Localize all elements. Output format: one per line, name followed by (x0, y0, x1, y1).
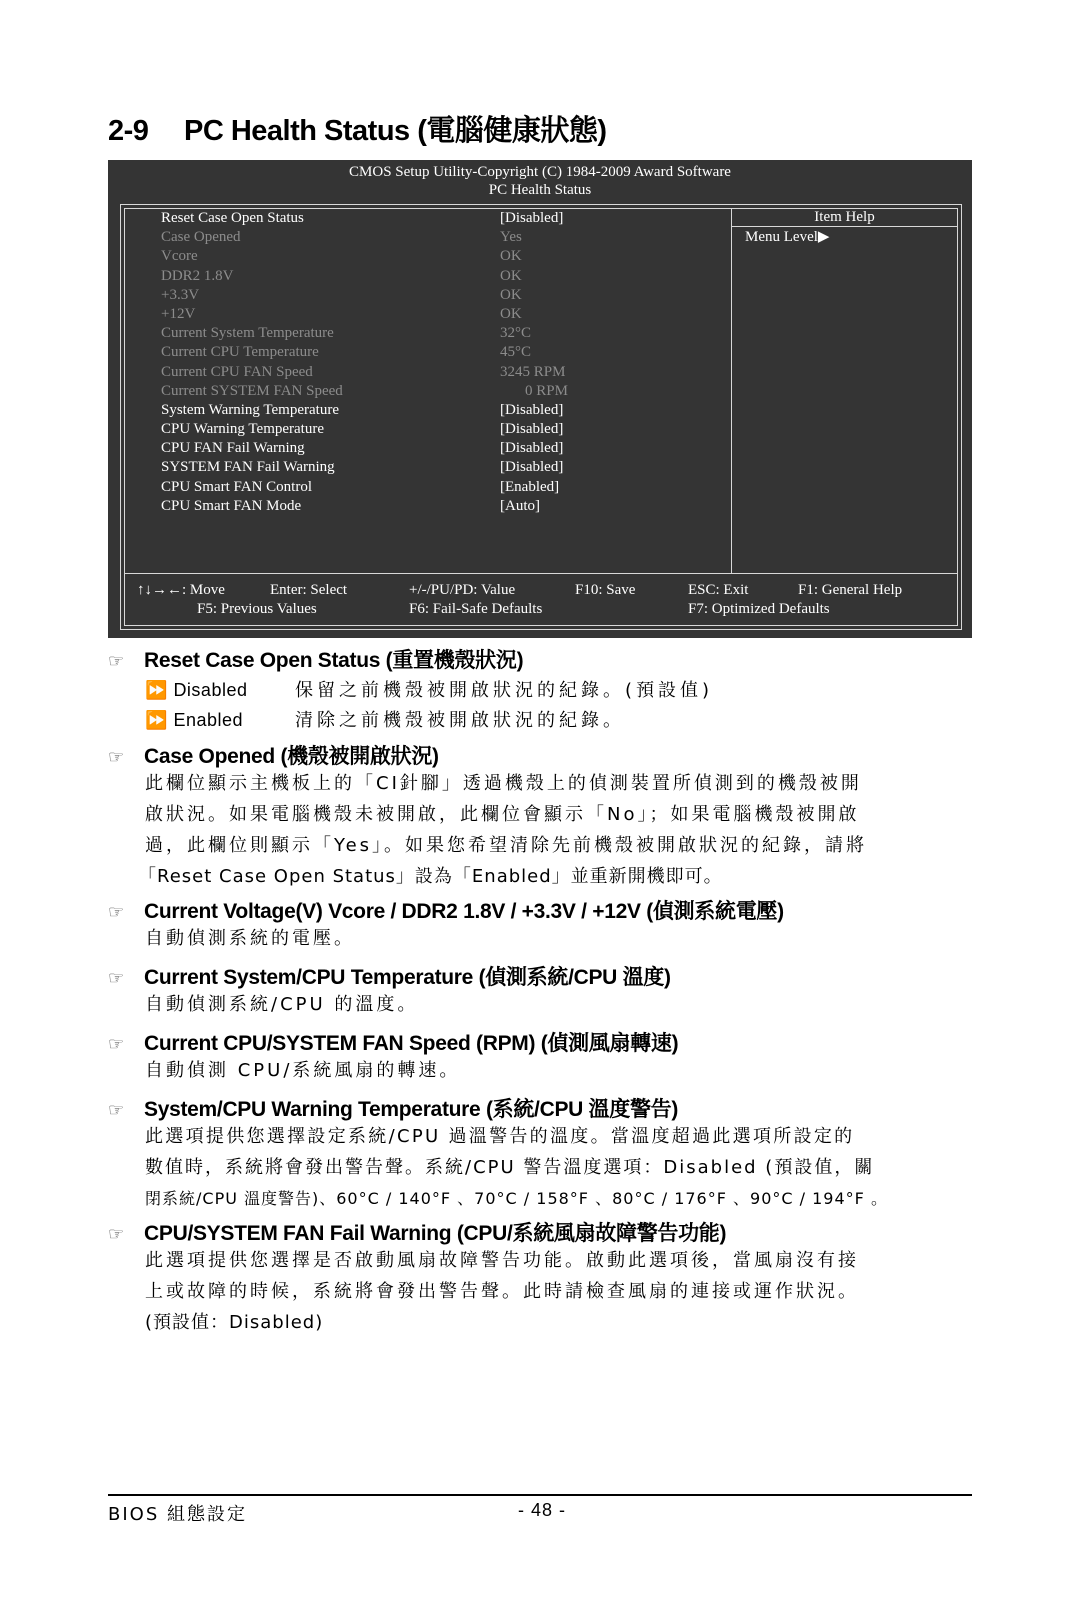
paragraph-line: 閉系統/CPU 溫度警告)、60°C / 140°F 、70°C / 158°F 、80°C / 176°F 、90°C / 194°F 。 (145, 1189, 888, 1208)
section-number: 2-9 (108, 115, 149, 147)
bios-item-label: CPU FAN Fail Warning (161, 440, 305, 457)
section-heading: Current Voltage(V) Vcore / DDR2 1.8V / +3.3V / +12V (偵測系統電壓) (144, 900, 784, 923)
bios-item-value: OK (500, 267, 522, 284)
paragraph-line: 自動偵測系統/CPU 的溫度。 (145, 994, 419, 1015)
bios-item-value: [Disabled] (500, 440, 564, 457)
bios-horizontal-divider (125, 573, 957, 574)
bios-item-vcore (161, 247, 721, 266)
paragraph-line: 數值時，系統將會發出警告聲。系統/CPU 警告溫度選項：Disabled (預設值，關 (145, 1157, 875, 1178)
bios-item-cpu-smart-fan-control[interactable] (161, 478, 721, 497)
paragraph-line: 自動偵測系統的電壓。 (145, 928, 355, 949)
section-current-fan-speed (108, 1027, 678, 1057)
bios-item-label: CPU Warning Temperature (161, 421, 324, 438)
paragraph-line: 自動偵測 CPU/系統風扇的轉速。 (145, 1060, 461, 1081)
section-heading: Reset Case Open Status (重置機殼狀況) (144, 649, 524, 672)
bios-item-label: Case Opened (161, 229, 241, 246)
section-heading: Case Opened (機殼被開啟狀況) (144, 745, 439, 768)
bios-screen (108, 160, 972, 638)
bios-vertical-divider (731, 209, 732, 573)
key-optimized-defaults: F7: Optimized Defaults (688, 601, 830, 617)
menu-level-text: Menu Level▶ (745, 229, 830, 245)
bios-item-label: CPU Smart FAN Mode (161, 497, 302, 514)
bios-item-list (161, 209, 721, 516)
paragraph-line: 啟狀況。如果電腦機殼未被開啟，此欄位會顯示「No」；如果電腦機殼被開啟 (145, 804, 860, 825)
page-title (108, 108, 607, 149)
bios-item-value: [Enabled] (500, 478, 560, 495)
paragraph-line: 此選項提供您選擇是否啟動風扇故障警告功能。啟動此選項後，當風扇沒有接 (145, 1250, 859, 1271)
bios-item-reset-case-open-status[interactable] (161, 209, 721, 228)
option-key: Enabled (173, 710, 243, 730)
bios-item-value: [Disabled] (500, 459, 564, 476)
bios-item-value: [Disabled] (500, 210, 564, 226)
section-case-opened (108, 740, 439, 770)
paragraph-line: (預設值：Disabled) (145, 1312, 324, 1333)
section-fan-fail-warning (108, 1217, 726, 1247)
bios-item-label: SYSTEM FAN Fail Warning (161, 459, 335, 476)
bios-item-label: Current System Temperature (161, 325, 334, 342)
bios-item-label: Reset Case Open Status (161, 210, 304, 226)
option-description: 保留之前機殼被開啟狀況的紀錄。(預設值) (295, 680, 714, 701)
bios-item-label: +3.3V (161, 286, 200, 303)
footer-chapter: BIOS 組態設定 (108, 1504, 247, 1525)
bios-item-label: Current CPU FAN Speed (161, 363, 313, 380)
bios-item-cpu-smart-fan-mode[interactable] (161, 497, 721, 516)
bios-item-case-opened (161, 228, 721, 247)
paragraph-line: 過，此欄位則顯示「Yes」。如果您希望清除先前機殼被開啟狀況的紀錄，請將 (145, 835, 868, 856)
option-enabled (145, 706, 625, 732)
key-move: ↑↓→←: Move (137, 582, 225, 598)
double-arrow-icon: ⏩ (145, 710, 168, 730)
pointing-hand-icon: ☞ (108, 968, 124, 988)
section-warning-temperature (108, 1093, 678, 1123)
bios-item-ddr2 (161, 267, 721, 286)
option-key: Disabled (173, 680, 248, 700)
bios-item-system-temperature (161, 324, 721, 343)
section-heading: Current CPU/SYSTEM FAN Speed (RPM) (偵測風扇轉速) (144, 1032, 679, 1055)
bios-item-value: 32°C (500, 325, 532, 342)
paragraph-line: 此欄位顯示主機板上的「CI針腳」透過機殼上的偵測裝置所偵測到的機殼被開 (145, 773, 862, 794)
bios-item-label: DDR2 1.8V (161, 267, 234, 284)
paragraph-line: 此選項提供您選擇設定系統/CPU 過溫警告的溫度。當溫度超過此選項所設定的 (145, 1126, 855, 1147)
bios-item-cpu-fan-speed (161, 363, 721, 382)
item-help-title: Item Help (732, 209, 957, 227)
pointing-hand-icon: ☞ (108, 651, 124, 671)
bios-item-3v3 (161, 286, 721, 305)
bios-item-label: System Warning Temperature (161, 401, 339, 418)
bios-copyright: CMOS Setup Utility-Copyright (C) 1984-2009 Award Software (349, 164, 731, 180)
section-current-voltage (108, 895, 784, 925)
pointing-hand-icon: ☞ (108, 902, 124, 922)
bios-item-cpu-warning-temperature[interactable] (161, 420, 721, 439)
option-description: 清除之前機殼被開啟狀況的紀錄。 (295, 710, 625, 731)
bios-item-value: [Disabled] (500, 401, 564, 418)
key-value: +/-/PU/PD: Value (409, 582, 516, 598)
pointing-hand-icon: ☞ (108, 1100, 124, 1120)
section-current-temperature (108, 961, 671, 991)
bios-item-cpu-temperature (161, 343, 721, 362)
bios-item-system-fan-fail-warning[interactable] (161, 458, 721, 477)
pointing-hand-icon: ☞ (108, 1224, 124, 1244)
bios-menu-title: PC Health Status (488, 182, 592, 198)
bios-item-label: Vcore (161, 248, 198, 265)
bios-item-label: CPU Smart FAN Control (161, 478, 312, 495)
key-previous-values: F5: Previous Values (197, 601, 317, 617)
key-fail-safe-defaults: F6: Fail-Safe Defaults (409, 601, 543, 617)
key-general-help: F1: General Help (798, 582, 903, 598)
bios-item-cpu-fan-fail-warning[interactable] (161, 439, 721, 458)
bios-item-value: 3245 RPM (500, 363, 566, 380)
bios-item-value: OK (500, 305, 522, 322)
double-arrow-icon: ⏩ (145, 680, 168, 700)
pointing-hand-icon: ☞ (108, 747, 124, 767)
bios-item-value: [Disabled] (500, 421, 564, 438)
bios-item-value: 0 RPM (525, 382, 568, 399)
bios-item-value: 45°C (500, 344, 532, 361)
section-reset-case-open-status (108, 644, 523, 674)
section-heading: Current System/CPU Temperature (偵測系統/CPU 溫度) (144, 966, 671, 989)
bios-item-value: OK (500, 248, 522, 265)
bios-item-label: Current SYSTEM FAN Speed (161, 382, 343, 399)
bios-item-value: [Auto] (500, 497, 540, 514)
section-heading: System/CPU Warning Temperature (系統/CPU 溫度警告) (144, 1098, 679, 1121)
paragraph-line: 上或故障的時候，系統將會發出警告聲。此時請檢查風扇的連接或運作狀況。 (145, 1281, 859, 1302)
section-title: PC Health Status (電腦健康狀態) (184, 115, 607, 147)
key-exit: ESC: Exit (688, 582, 749, 598)
key-save: F10: Save (575, 582, 636, 598)
bios-item-system-fan-speed (161, 382, 721, 401)
bios-frame (120, 204, 962, 630)
bios-item-system-warning-temperature[interactable] (161, 401, 721, 420)
key-select: Enter: Select (270, 582, 348, 598)
bios-item-label: Current CPU Temperature (161, 344, 319, 361)
page-number: - 48 - (518, 1500, 567, 1520)
section-heading: CPU/SYSTEM FAN Fail Warning (CPU/系統風扇故障警告功能) (144, 1222, 727, 1245)
pointing-hand-icon: ☞ (108, 1034, 124, 1054)
bios-header (108, 163, 972, 199)
footer-rule (108, 1494, 972, 1496)
bios-item-label: +12V (161, 305, 196, 322)
option-disabled (145, 676, 713, 702)
paragraph-line: 「Reset Case Open Status」設為「Enabled」並重新開機即可。 (138, 866, 723, 887)
bios-item-value: OK (500, 286, 522, 303)
bios-item-12v (161, 305, 721, 324)
bios-frame-inner (124, 208, 958, 626)
bios-item-value: Yes (500, 229, 522, 246)
